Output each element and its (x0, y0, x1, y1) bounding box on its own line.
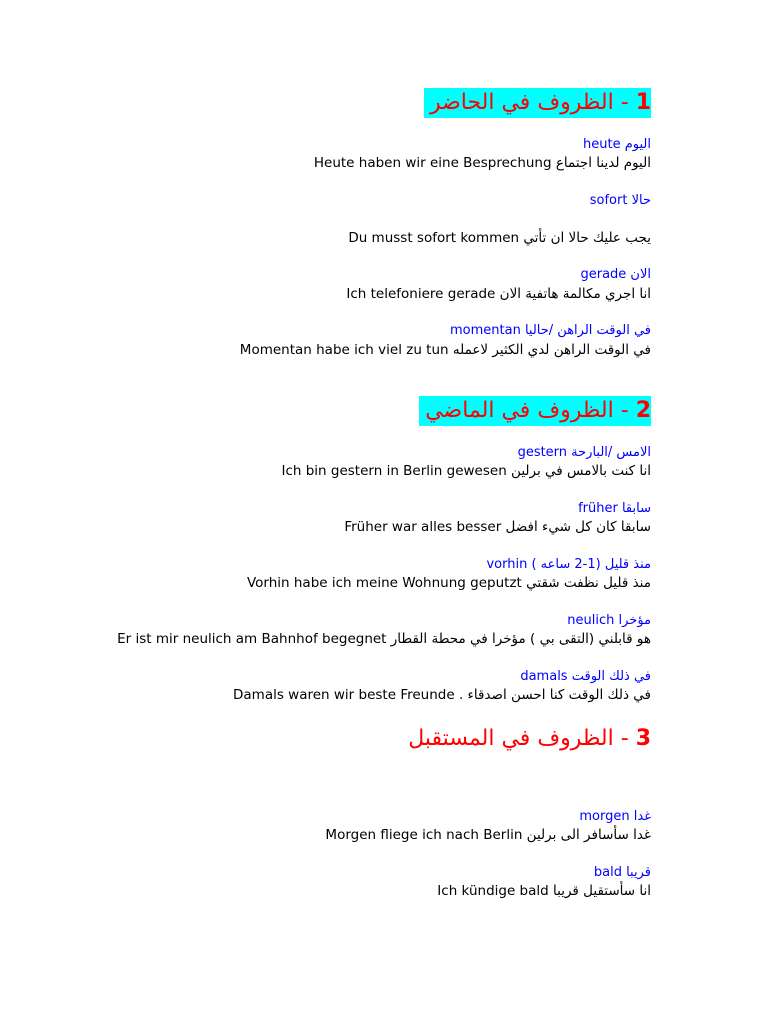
example-sentence: منذ قليل نظفت شقتي Vorhin habe ich meine Wohnung geputzt (246, 575, 651, 591)
section-heading-highlight (419, 396, 651, 426)
section-title: الظروف في الحاضر (429, 90, 614, 115)
section-heading-past (419, 396, 651, 426)
adverb-term: غدا morgen (579, 809, 651, 824)
adverb-term: حالا sofort (589, 193, 651, 208)
adverb-term: الامس /البارحة gestern (517, 445, 651, 460)
example-sentence: انا سأستقيل قريبا Ich kündige bald (437, 883, 651, 899)
adverb-term: سابقا früher (578, 501, 651, 516)
section-separator: - (613, 726, 636, 751)
section-number: 2 (635, 398, 651, 423)
example-sentence: اليوم لدينا اجتماع Heute haben wir eine Besprechung (313, 155, 651, 171)
adverb-term: في ذلك الوقت damals (520, 669, 651, 684)
example-sentence: غدا سأسافر الى برلين Morgen fliege ich nach Berlin (325, 827, 651, 843)
section-heading-highlight (424, 88, 651, 118)
example-sentence: هو قابلني (التقى بي ) مؤخرا في محطة القطار Er ist mir neulich am Bahnhof begegnet (117, 631, 651, 647)
section-title: الظروف في المستقبل (408, 726, 614, 751)
example-sentence: انا كنت بالامس في برلين Ich bin gestern in Berlin gewesen (281, 463, 651, 479)
section-heading-text (402, 724, 651, 754)
section-number: 3 (635, 726, 651, 751)
adverb-term: الان gerade (580, 267, 651, 282)
section-separator: - (613, 90, 636, 115)
section-separator: - (613, 398, 636, 423)
adverb-term: قريبا bald (593, 865, 651, 880)
example-sentence: سابقا كان كل شيء افضل Früher war alles besser (344, 519, 651, 535)
section-heading-future (402, 724, 651, 754)
example-sentence: في ذلك الوقت كنا احسن اصدقاء . Damals waren wir beste Freunde (233, 687, 651, 703)
adverb-term: في الوقت الراهن /حاليا momentan (449, 323, 651, 338)
adverb-term: مؤخرا neulich (567, 613, 651, 628)
section-heading-present (424, 88, 651, 118)
adverb-term: منذ قليل (1-2 ساعه ) vorhin (486, 557, 651, 572)
section-number: 1 (635, 90, 651, 115)
example-sentence: انا اجري مكالمة هاتفية الان Ich telefoniere gerade (346, 286, 651, 302)
adverb-term: اليوم heute (583, 137, 651, 152)
example-sentence: في الوقت الراهن لدي الكثير لاعمله Momentan habe ich viel zu tun (239, 342, 651, 358)
section-title: الظروف في الماضي (425, 398, 614, 423)
example-sentence: يجب عليك حالا ان تأتي Du musst sofort kommen (348, 230, 651, 246)
